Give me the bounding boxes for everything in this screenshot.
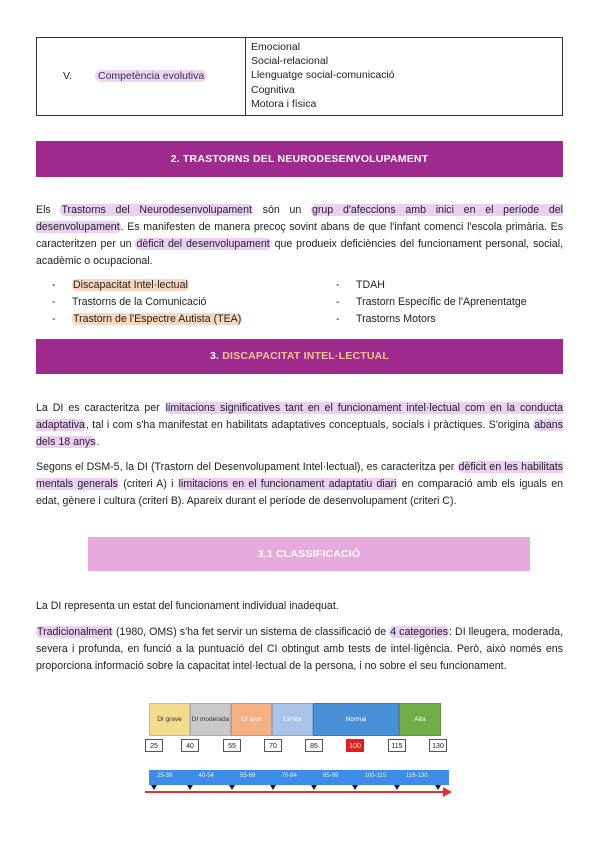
tick-mark bbox=[352, 785, 358, 790]
tick-mark bbox=[151, 785, 157, 790]
disorders-list-left bbox=[52, 277, 242, 328]
highlight: limitacions en el funcionament adaptatiu diari bbox=[178, 478, 397, 490]
tick-mark bbox=[270, 785, 276, 790]
section-3-paragraph-1: La DI es caracteritza per limitacions significatives tant en el funcionament intel·lectual com en la conducta adaptativa, tal i com s'ha manifestat en habilitats adaptatives conceptuals, socials i pràctiques. S'origina abans dels 18 anys. bbox=[36, 402, 563, 448]
range-bar bbox=[149, 770, 449, 785]
list-item: - Trastorn Específic de l'Aprenentatge bbox=[336, 296, 527, 308]
highlight: Tradicionalment bbox=[37, 626, 112, 638]
list-item: - Trastorns de la Comunicació bbox=[52, 296, 207, 308]
iq-category-segment: Normal bbox=[313, 703, 399, 736]
iq-category-segment: DI grave bbox=[149, 703, 190, 736]
list-item: - Trastorn de l'Espectre Autista (TEA) bbox=[52, 313, 242, 325]
iq-value-box: 100 bbox=[346, 739, 364, 752]
highlight: Trastorns del Neurodesenvolupament bbox=[61, 204, 252, 216]
arrow-head-icon bbox=[443, 787, 452, 797]
competence-items bbox=[251, 40, 395, 111]
iq-range-label: 70-84 bbox=[281, 773, 297, 779]
tick-mark bbox=[311, 785, 317, 790]
tick-mark bbox=[394, 785, 400, 790]
iq-value-box: 40 bbox=[181, 739, 199, 752]
arrow-line bbox=[145, 791, 445, 793]
list-item: Cognitiva bbox=[251, 83, 295, 96]
section-2-paragraph: Els Trastorns del Neurodesenvolupament són un grup d'afeccions amb inici en el període del desenvolupament. Es manifesten de manera precoç sovint abans de que l'infant comenci l'escola primària. Es caracteritzen per un dèficit del desenvolupament que produeix deficiències del funcionament personal, social, acadèmic o ocupacional. bbox=[36, 204, 563, 267]
iq-category-segment: Límite bbox=[272, 703, 313, 736]
section-3-1-banner: 3.1 CLASSIFICACIÓ bbox=[88, 537, 530, 571]
highlight: limitacions significatives tant en el funcionament intel·lectual com en la conducta adaptativa bbox=[36, 402, 563, 431]
list-item: - TDAH bbox=[336, 279, 385, 291]
iq-classification-scale bbox=[145, 703, 455, 803]
iq-range-label: 40-54 bbox=[198, 773, 214, 779]
tick-mark bbox=[187, 785, 193, 790]
iq-value-box: 115 bbox=[388, 739, 406, 752]
section-3-paragraph-2: Segons el DSM-5, la DI (Trastorn del Desenvolupament Intel·lectual), es caracteritza per dèficit en les habilitats mentals generals (criteri A) i limitacions en el funcionament adaptatiu diari en comparació amb els iguals en edat, gènere i cultura (criteri B). Apareix durant el període de desenvolupament (criteri C). bbox=[36, 461, 563, 507]
competence-label: Competència evolutiva bbox=[95, 70, 207, 82]
highlight: abans dels 18 anys bbox=[36, 419, 563, 448]
tick-mark bbox=[229, 785, 235, 790]
iq-range-label: 116-130 bbox=[406, 773, 428, 779]
competence-table bbox=[36, 37, 563, 116]
list-item: - Discapacitat Intel·lectual bbox=[52, 279, 188, 291]
iq-range-label: 55-69 bbox=[240, 773, 256, 779]
iq-value-box: 70 bbox=[264, 739, 282, 752]
highlight: grup d'afeccions amb inici en el període del desenvolupament bbox=[36, 204, 563, 233]
section-3-1-paragraph-2: Tradicionalment (1980, OMS) s'ha fet servir un sistema de classificació de 4 categories: DI lleugera, moderada, severa i profunda, en funció a la puntuació del CI obtingut amb tests de intel·ligència. Però, això només ens proporciona informació sobre la capacitat intel·lectual de la persona, i no sobre el seu funcionament. bbox=[36, 626, 563, 672]
iq-value-box: 25 bbox=[145, 739, 163, 752]
highlight: 4 categories bbox=[390, 626, 449, 638]
iq-range-label: 25-39 bbox=[157, 773, 173, 779]
disorders-list-right bbox=[336, 277, 527, 328]
tick-mark bbox=[435, 785, 441, 790]
iq-value-box: 85 bbox=[305, 739, 323, 752]
list-item: Social-relacional bbox=[251, 55, 329, 68]
list-item: Llenguatge social-comunicació bbox=[251, 69, 395, 82]
iq-category-segment: Alta bbox=[399, 703, 441, 736]
highlight: dèficit del desenvolupament bbox=[136, 238, 270, 250]
section-3-1-paragraph-1: La DI representa un estat del funcionament individual inadequat. bbox=[36, 600, 339, 612]
section-2-banner: 2. TRASTORNS DEL NEURODESENVOLUPAMENT bbox=[36, 141, 563, 177]
list-item: Emocional bbox=[251, 41, 301, 53]
highlight: dèficit en les habilitats mentals generals bbox=[36, 461, 563, 490]
iq-category-segment: DI moderada bbox=[190, 703, 231, 736]
iq-value-box: 55 bbox=[223, 739, 241, 752]
list-item: - Trastorns Motors bbox=[336, 313, 436, 325]
table-left-cell bbox=[37, 38, 246, 115]
section-3-banner: 3. DISCAPACITAT INTEL·LECTUAL bbox=[36, 339, 563, 374]
iq-range-label: 85-99 bbox=[323, 773, 339, 779]
list-item: Motora i física bbox=[251, 97, 317, 110]
row-number: V. bbox=[63, 70, 72, 82]
iq-range-label: 100-115 bbox=[364, 773, 387, 779]
iq-value-box: 130 bbox=[429, 739, 447, 752]
iq-category-segment: DI leve bbox=[231, 703, 272, 736]
